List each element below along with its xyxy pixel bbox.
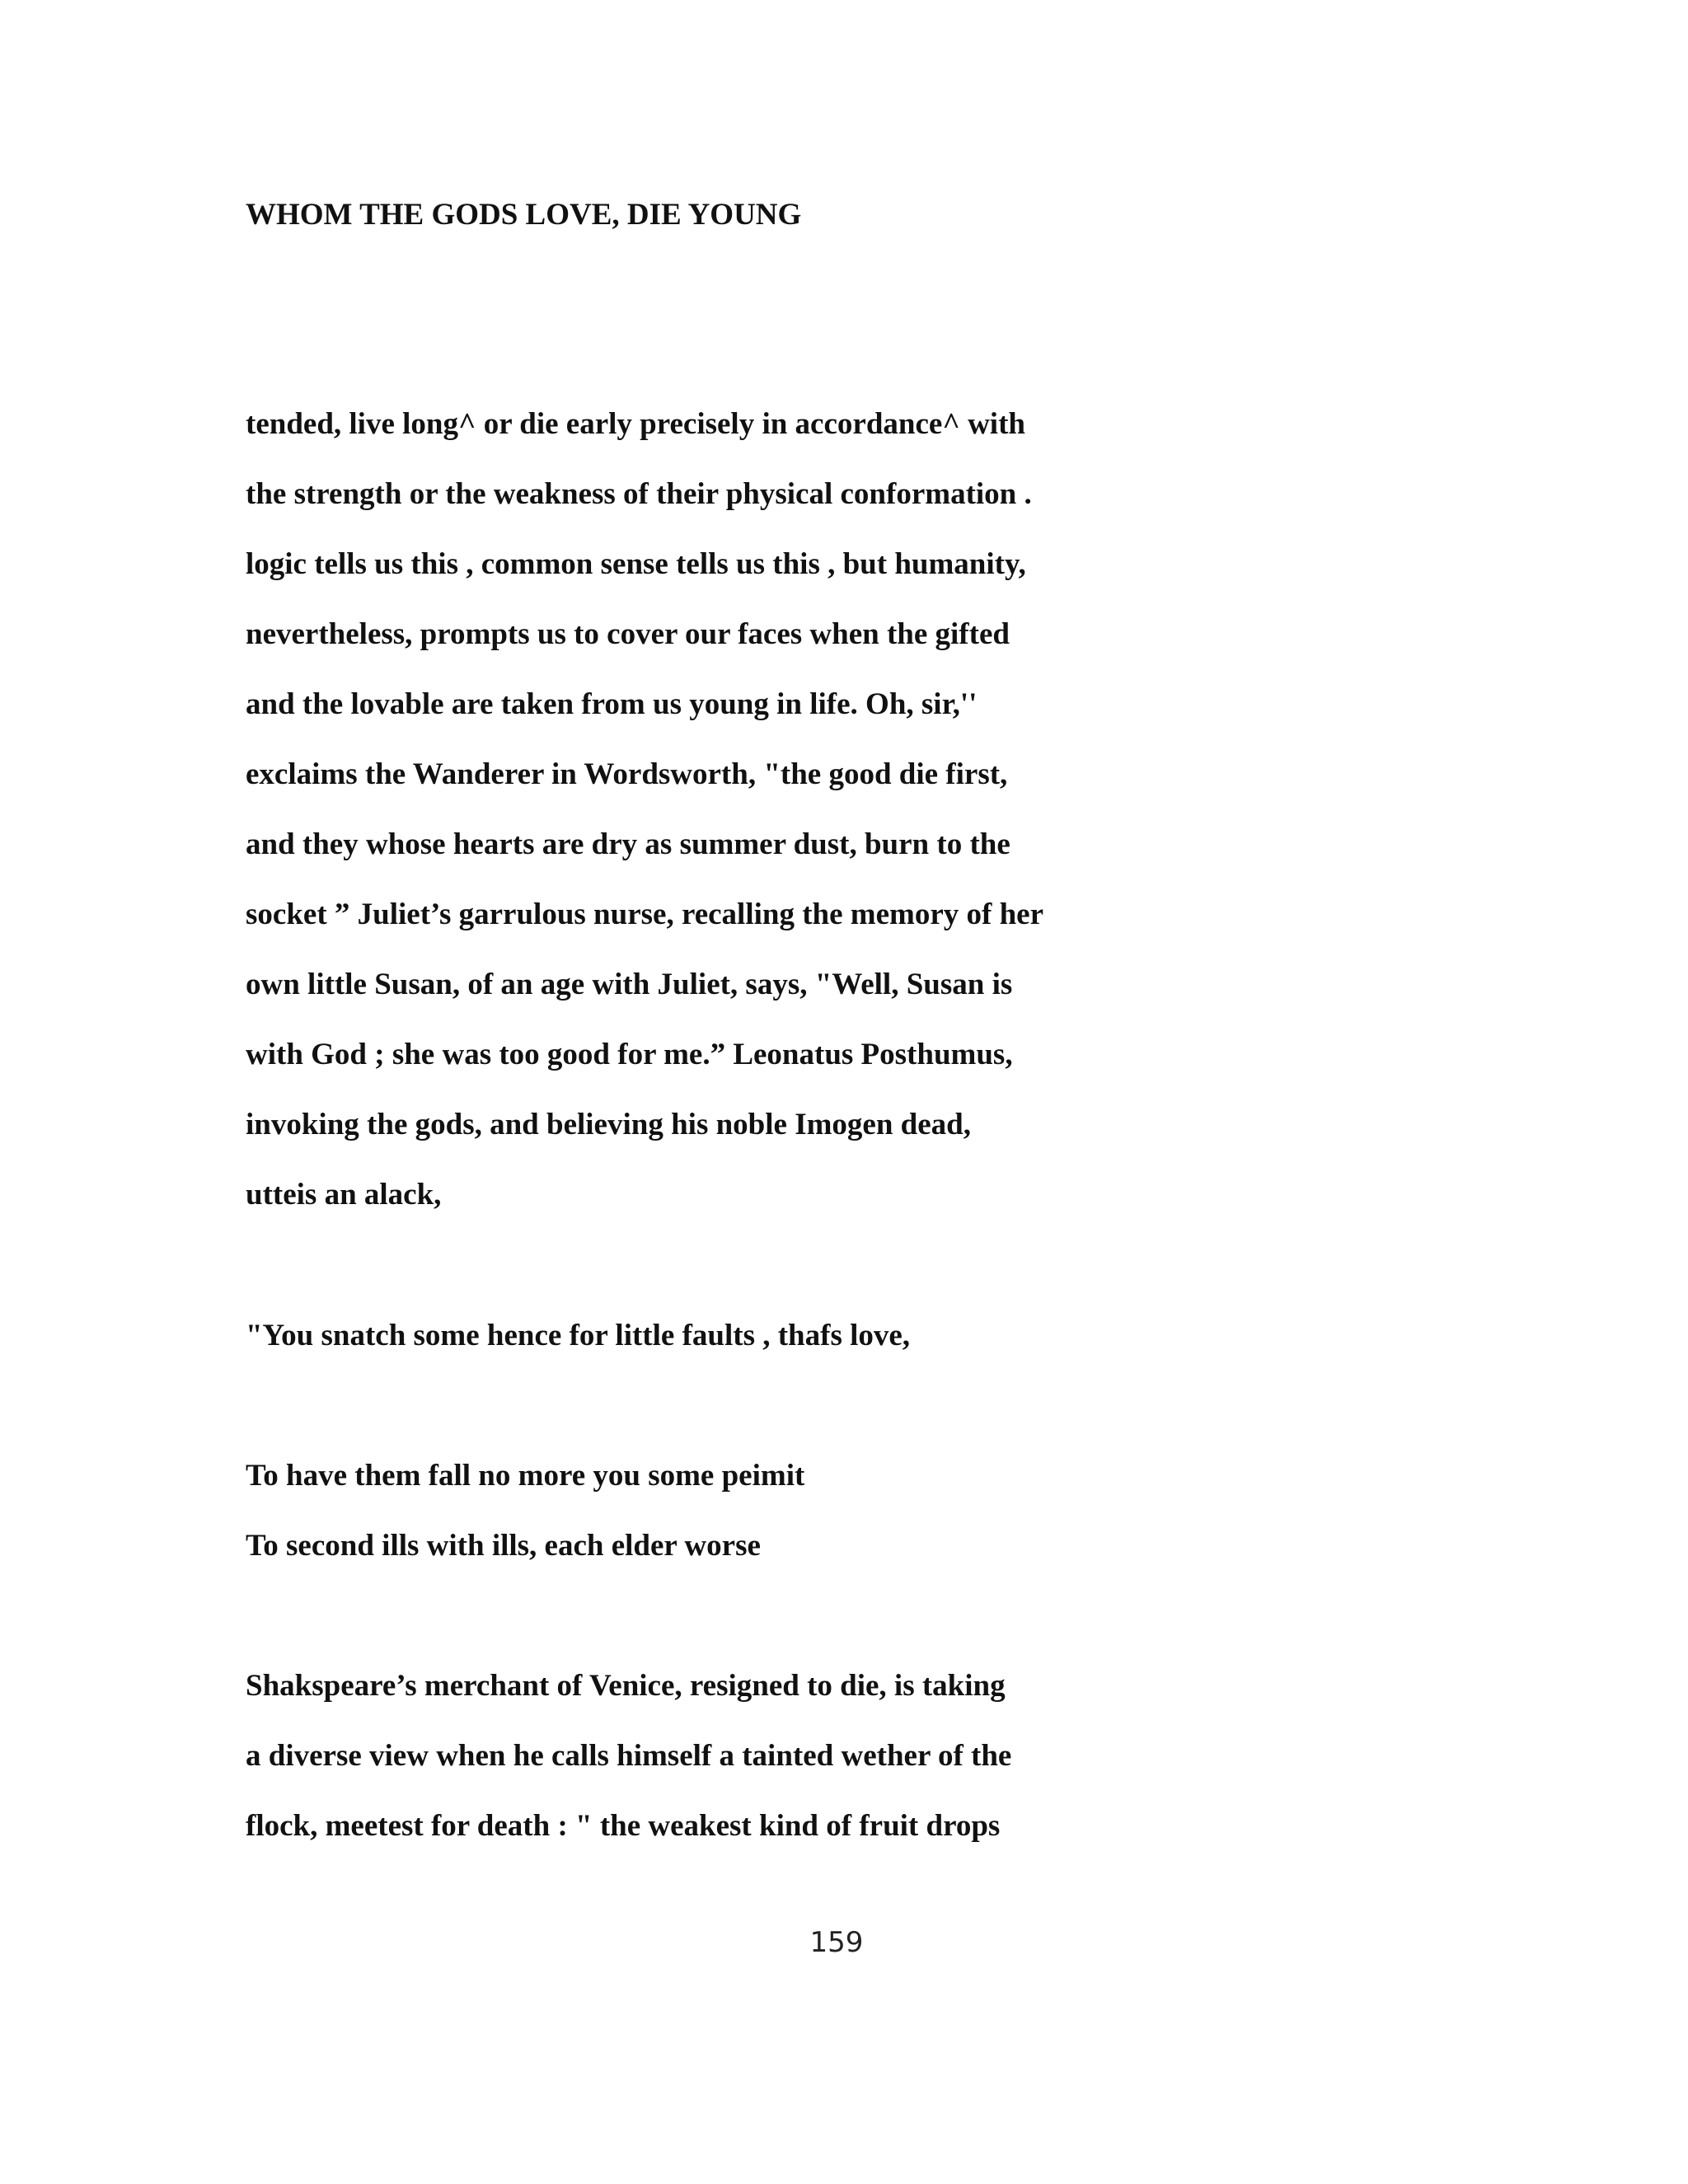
text-line: with God ; she was too good for me.” Leonatus Posthumus,: [246, 1038, 1013, 1071]
text-line: socket ” Juliet’s garrulous nurse, recalling the memory of her: [246, 898, 1044, 931]
quote-line: "You snatch some hence for little faults , thafs love,: [246, 1319, 911, 1352]
text-line: exclaims the Wanderer in Wordsworth, "the good die first,: [246, 757, 1008, 791]
text-line: utteis an alack,: [246, 1178, 442, 1212]
page-number: 159: [809, 1926, 864, 1959]
quote-line: To second ills with ills, each elder worse: [246, 1529, 761, 1563]
text-line: and they whose hearts are dry as summer dust, burn to the: [246, 827, 1010, 861]
text-line: and the lovable are taken from us young in life. Oh, sir,'': [246, 687, 978, 721]
text-line: a diverse view when he calls himself a tainted wether of the: [246, 1739, 1012, 1773]
text-line: tended, live long^ or die early precisely in accordance^ with: [246, 407, 1025, 441]
text-line: own little Susan, of an age with Juliet, says, "Well, Susan is: [246, 968, 1013, 1001]
chapter-heading: WHOM THE GODS LOVE, DIE YOUNG: [246, 198, 802, 232]
text-line: Shakspeare’s merchant of Venice, resigned to die, is taking: [246, 1669, 1006, 1703]
text-line: logic tells us this , common sense tells us this , but humanity,: [246, 547, 1026, 581]
quote-line: To have them fall no more you some peimit: [246, 1459, 805, 1493]
text-line: nevertheless, prompts us to cover our faces when the gifted: [246, 617, 1010, 651]
text-line: invoking the gods, and believing his noble Imogen dead,: [246, 1108, 971, 1141]
text-line: the strength or the weakness of their physical conformation .: [246, 477, 1032, 511]
text-line: flock, meetest for death : " the weakest kind of fruit drops: [246, 1809, 1001, 1843]
